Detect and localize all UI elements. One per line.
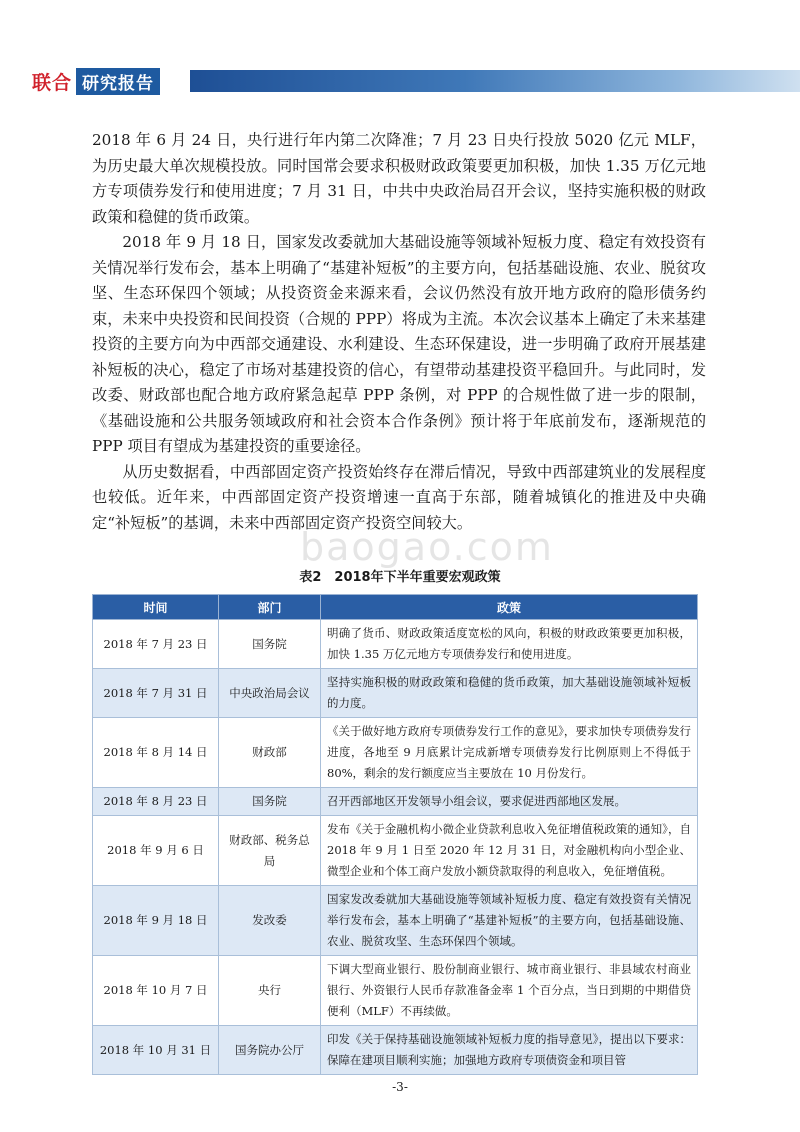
header-gradient-bar [190, 70, 800, 92]
cell-policy: 下调大型商业银行、股份制商业银行、城市商业银行、非县域农村商业银行、外资银行人民币存款准备金率 1 个百分点，当日到期的中期借贷便利（MLF）不再续做。 [321, 956, 698, 1026]
header-policy: 政策 [321, 595, 698, 620]
table-row [93, 816, 698, 886]
cell-dept: 国务院 [219, 788, 321, 816]
table-row [93, 1026, 698, 1075]
cell-date: 2018 年 9 月 6 日 [93, 816, 219, 886]
cell-date: 2018 年 7 月 23 日 [93, 620, 219, 669]
policy-table [92, 594, 698, 1075]
cell-dept: 中央政治局会议 [219, 669, 321, 718]
report-header [0, 66, 800, 96]
cell-dept: 国务院 [219, 620, 321, 669]
cell-date: 2018 年 8 月 14 日 [93, 718, 219, 788]
cell-dept: 发改委 [219, 886, 321, 956]
table-row [93, 669, 698, 718]
header-date: 时间 [93, 595, 219, 620]
cell-policy: 明确了货币、财政政策适度宽松的风向，积极的财政政策要更加积极，加快 1.35 万亿元地方专项债券发行和使用进度。 [321, 620, 698, 669]
cell-dept: 国务院办公厅 [219, 1026, 321, 1075]
table-row [93, 788, 698, 816]
header-dept: 部门 [219, 595, 321, 620]
body-text [92, 128, 706, 536]
cell-dept: 财政部、税务总局 [219, 816, 321, 886]
page-number: -3- [392, 1080, 408, 1094]
cell-date: 2018 年 8 月 23 日 [93, 788, 219, 816]
table-row [93, 620, 698, 669]
cell-dept: 财政部 [219, 718, 321, 788]
cell-policy: 召开西部地区开发领导小组会议，要求促进西部地区发展。 [321, 788, 698, 816]
cell-policy: 《关于做好地方政府专项债券发行工作的意见》，要求加快专项债券发行进度，各地至 9 月底累计完成新增专项债券发行比例原则上不得低于 80%，剩余的发行额度应当主要放在 10 月份发行。 [321, 718, 698, 788]
paragraph-3: 从历史数据看，中西部固定资产投资始终存在滞后情况，导致中西部建筑业的发展程度也较低。近年来，中西部固定资产投资增速一直高于东部，随着城镇化的推进及中央确定“补短板”的基调，未来中西部固定资产投资空间较大。 [92, 462, 706, 532]
table-caption: 表2 2018年下半年重要宏观政策 [299, 570, 501, 585]
table-row [93, 886, 698, 956]
cell-policy: 坚持实施积极的财政政策和稳健的货币政策，加大基础设施领域补短板的力度。 [321, 669, 698, 718]
brand-name-blue: 研究报告 [76, 68, 160, 95]
watermark: baogao.com [300, 525, 554, 569]
paragraph-1: 2018 年 6 月 24 日，央行进行年内第二次降准；7 月 23 日央行投放 5020 亿元 MLF，为历史最大单次规模投放。同时国常会要求积极财政政策要更加积极，加快 1.35 万亿元地方专项债券发行和使用进度；7 月 31 日，中共中央政治局召开会议，坚持实施积极的财政政策和稳健的货币政策。 [92, 131, 706, 226]
cell-date: 2018 年 7 月 31 日 [93, 669, 219, 718]
table-row [93, 718, 698, 788]
cell-policy: 印发《关于保持基础设施领域补短板力度的指导意见》，提出以下要求：保障在建项目顺利实施；加强地方政府专项债资金和项目管 [321, 1026, 698, 1075]
paragraph-2: 2018 年 9 月 18 日，国家发改委就加大基础设施等领域补短板力度、稳定有效投资有关情况举行发布会，基本上明确了“基建补短板”的主要方向，包括基础设施、农业、脱贫攻坚、生态环保四个领域；从投资资金来源来看，会议仍然没有放开地方政府的隐形债务约束，未来中央投资和民间投资（合规的 PPP）将成为主流。本次会议基本上确定了未来基建投资的主要方向为中西部交通建设、水利建设、生态环保建设，进一步明确了政府开展基建补短板的决心，稳定了市场对基建投资的信心，有望带动基建投资平稳回升。与此同时，发改委、财政部也配合地方政府紧急起草 PPP 条例，对 PPP 的合规性做了进一步的限制，《基础设施和公共服务领域政府和社会资本合作条例》预计将于年底前发布，逐渐规范的 PPP 项目有望成为基建投资的重要途径。 [92, 233, 706, 455]
cell-date: 2018 年 9 月 18 日 [93, 886, 219, 956]
brand-name-red: 联合 [32, 71, 73, 94]
table-header-row [93, 595, 698, 620]
table-row [93, 956, 698, 1026]
cell-policy: 发布《关于金融机构小微企业贷款利息收入免征增值税政策的通知》，自 2018 年 9 月 1 日至 2020 年 12 月 31 日，对金融机构向小型企业、微型企业和个体工商户发放小额贷款取得的利息收入，免征增值税。 [321, 816, 698, 886]
brand-logo [32, 68, 160, 94]
cell-dept: 央行 [219, 956, 321, 1026]
cell-date: 2018 年 10 月 7 日 [93, 956, 219, 1026]
cell-policy: 国家发改委就加大基础设施等领域补短板力度、稳定有效投资有关情况举行发布会，基本上明确了“基建补短板”的主要方向，包括基础设施、农业、脱贫攻坚、生态环保四个领域。 [321, 886, 698, 956]
cell-date: 2018 年 10 月 31 日 [93, 1026, 219, 1075]
